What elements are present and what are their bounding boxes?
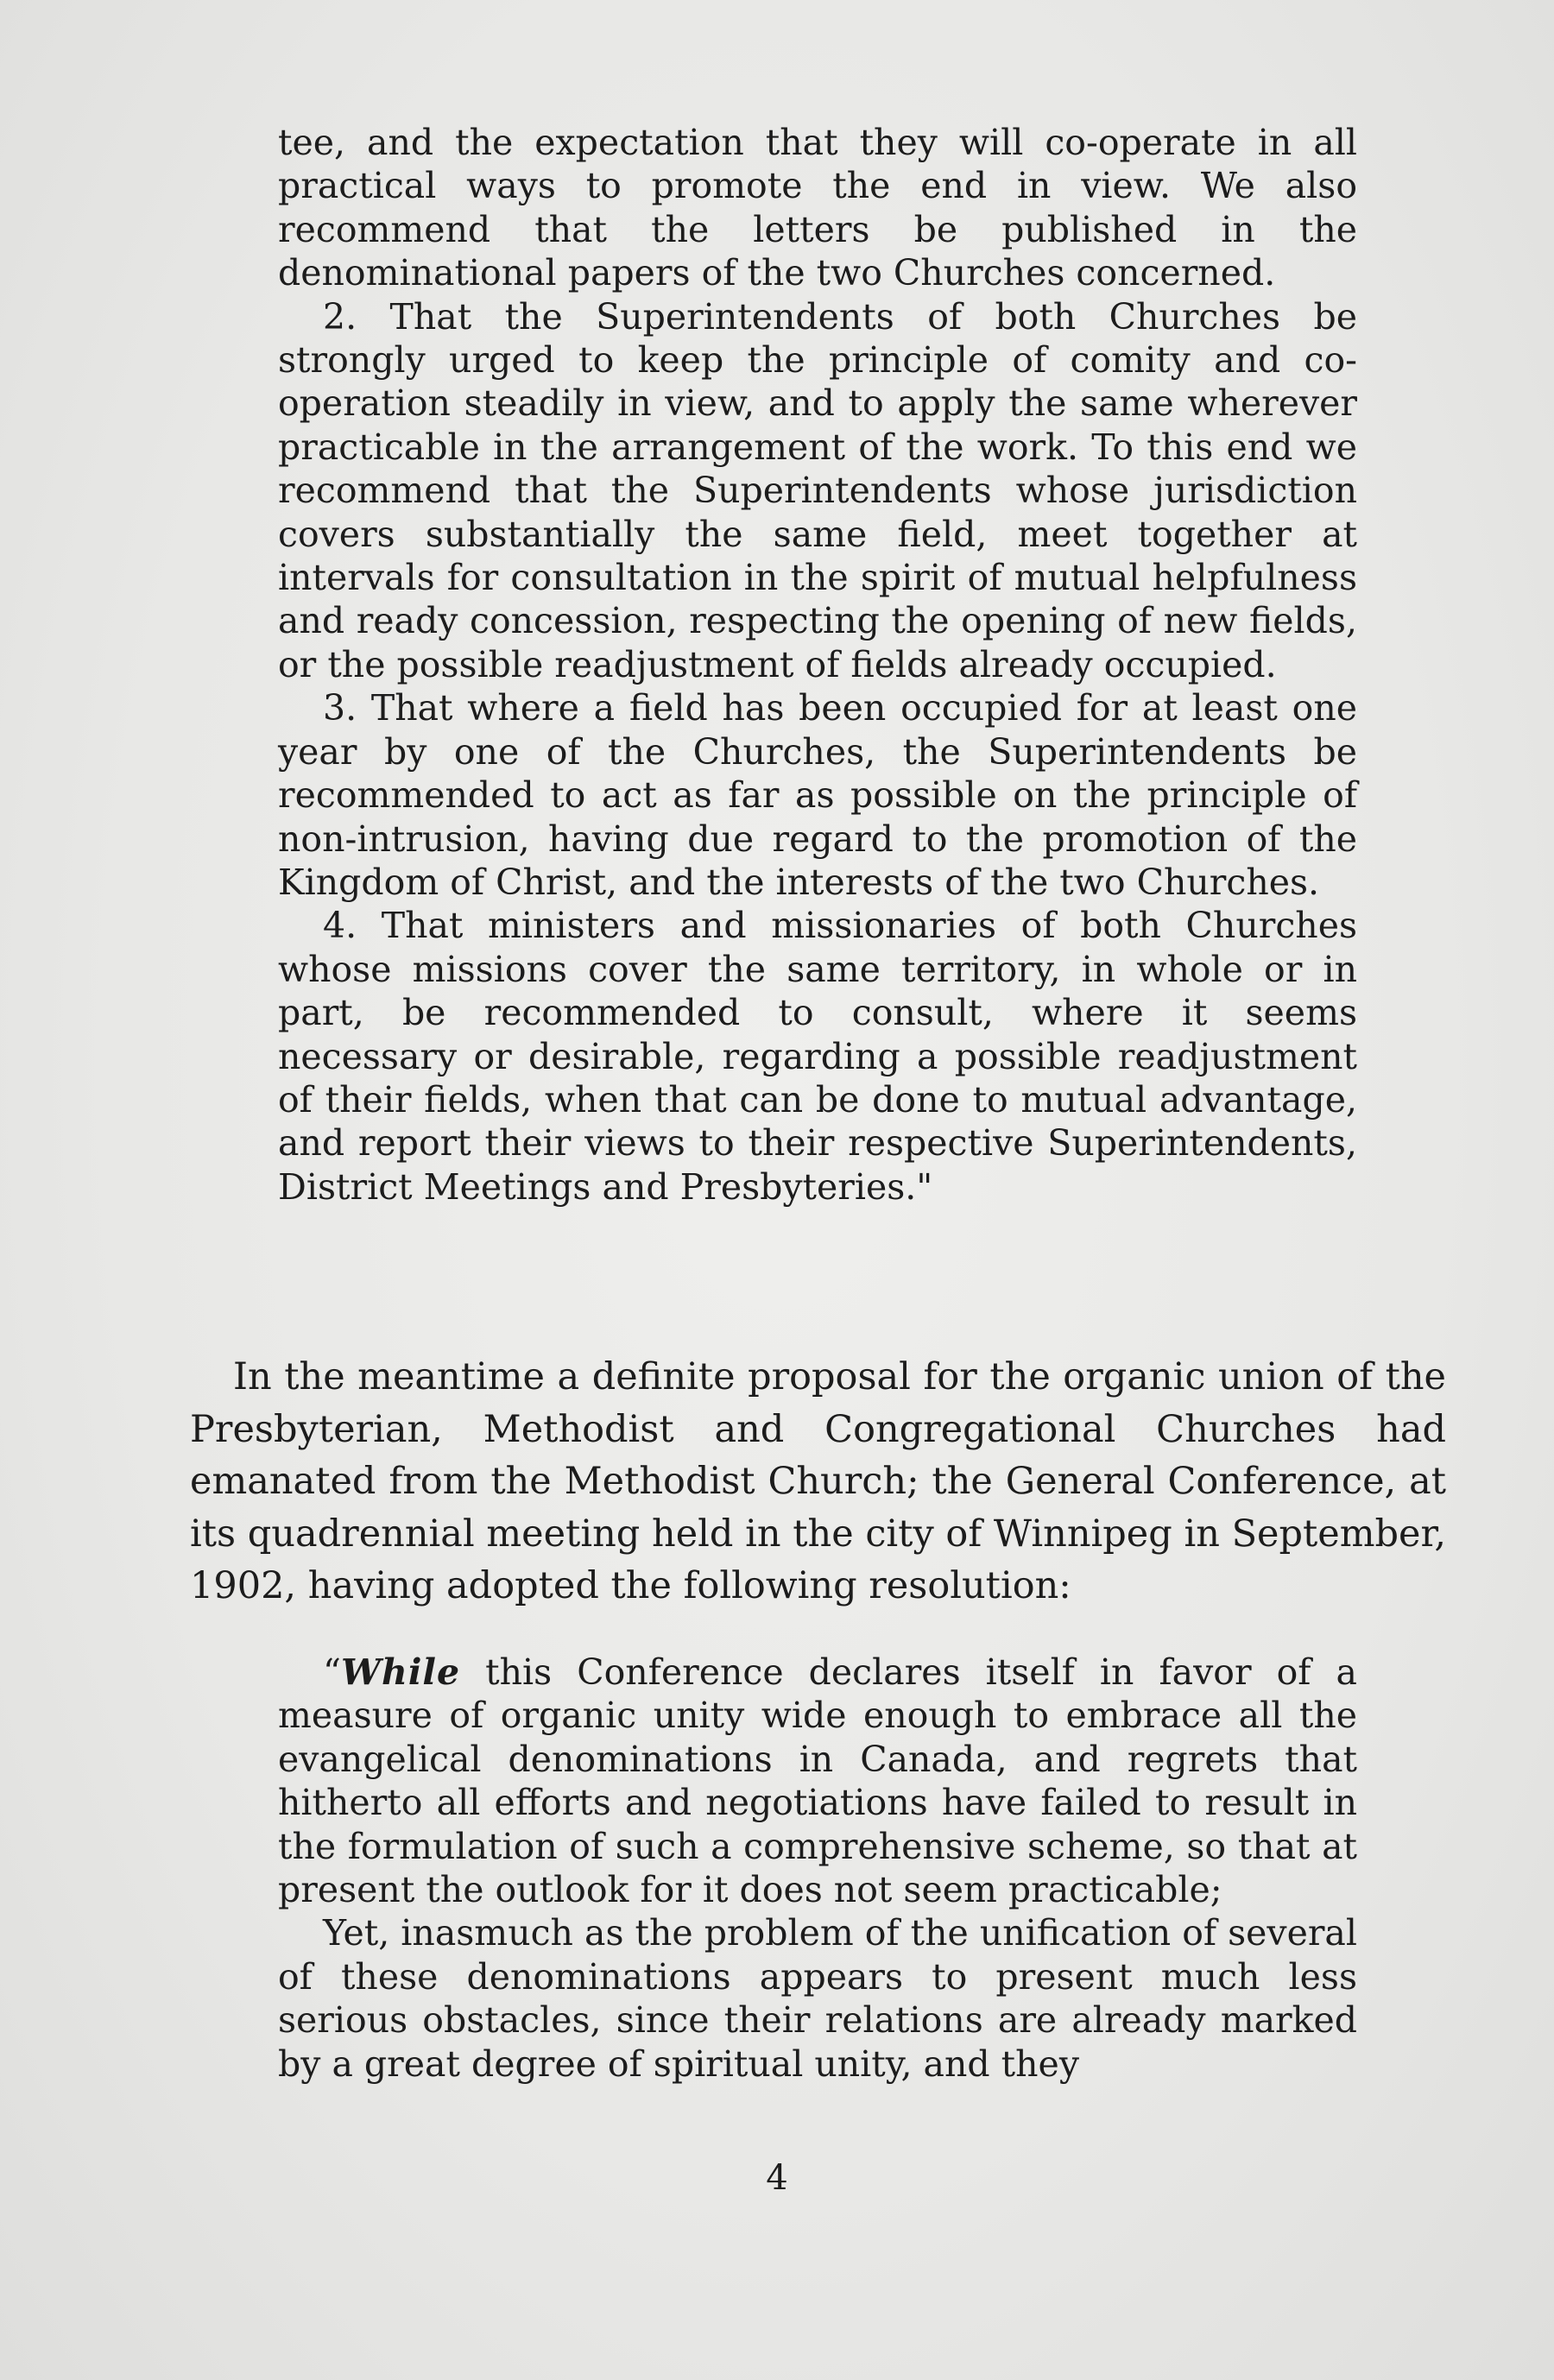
blackletter-initial-word: While — [340, 1651, 461, 1693]
recommendation-item-3: 3. That where a field has been occupied for at least one year by one of the Churches, the Superintendents be recommended to act as far as possible on the principle of non-intrusion, having due regard to the promotion of the Kingdom of Christ, and the interests of the two Churches. — [278, 687, 1357, 903]
resolution-paragraph-2: Yet, inasmuch as the problem of the unification of several of these denominations appears to present much less serious obstacles, since their relations are already marked by a great degree of spiritual unity, and they — [278, 1912, 1357, 2085]
recommendation-continuation: tee, and the expectation that they will co-operate in all practical ways to promote the end in view. We also recommend that the letters be published in the denominational papers of the two Churches concerned. — [278, 122, 1357, 294]
recommendation-item-4: 4. That ministers and missionaries of both Churches whose missions cover the same territory, in whole or in part, be recommended to consult, where it seems necessary or desirable, regarding a possible readjustment of their fields, when that can be done to mutual advantage, and report their views to their respective Superintendents, District Meetings and Presbyteries." — [278, 905, 1357, 1208]
narrative-paragraph: In the meantime a definite proposal for the organic union of the Presbyterian, Methodist and Congregational Churches had emanated from the Methodist Church; the General Conference, at its quadrennial meeting held in the city of Winnipeg in September, 1902, having adopted the following resolution: — [190, 1355, 1446, 1608]
resolution-paragraph-1-text: this Conference declares itself in favor of a measure of organic unity wide enough to embrace all the evangelical denominations in Canada, and regrets that hitherto all efforts and negotiations have failed to result in the formulation of such a comprehensive scheme, so that at present the outlook for it does not seem practicable; — [278, 1651, 1357, 1911]
recommendations-block — [278, 121, 1357, 1209]
narrative-block — [190, 1351, 1446, 1613]
recommendation-item-2: 2. That the Superintendents of both Churches be strongly urged to keep the principle of comity and co-operation steadily in view, and to apply the same wherever practicable in the arrangement of the work. To this end we recommend that the Superintendents whose jurisdiction covers substantially the same field, meet together at intervals for consultation in the spirit of mutual helpfulness and ready concession, respecting the opening of new fields, or the possible readjustment of fields already occupied. — [278, 295, 1357, 685]
resolution-block — [278, 1651, 1357, 2086]
page-number: 4 — [766, 2158, 788, 2198]
opening-quote: “ — [323, 1651, 341, 1693]
resolution-paragraph-1 — [278, 1651, 1357, 1911]
